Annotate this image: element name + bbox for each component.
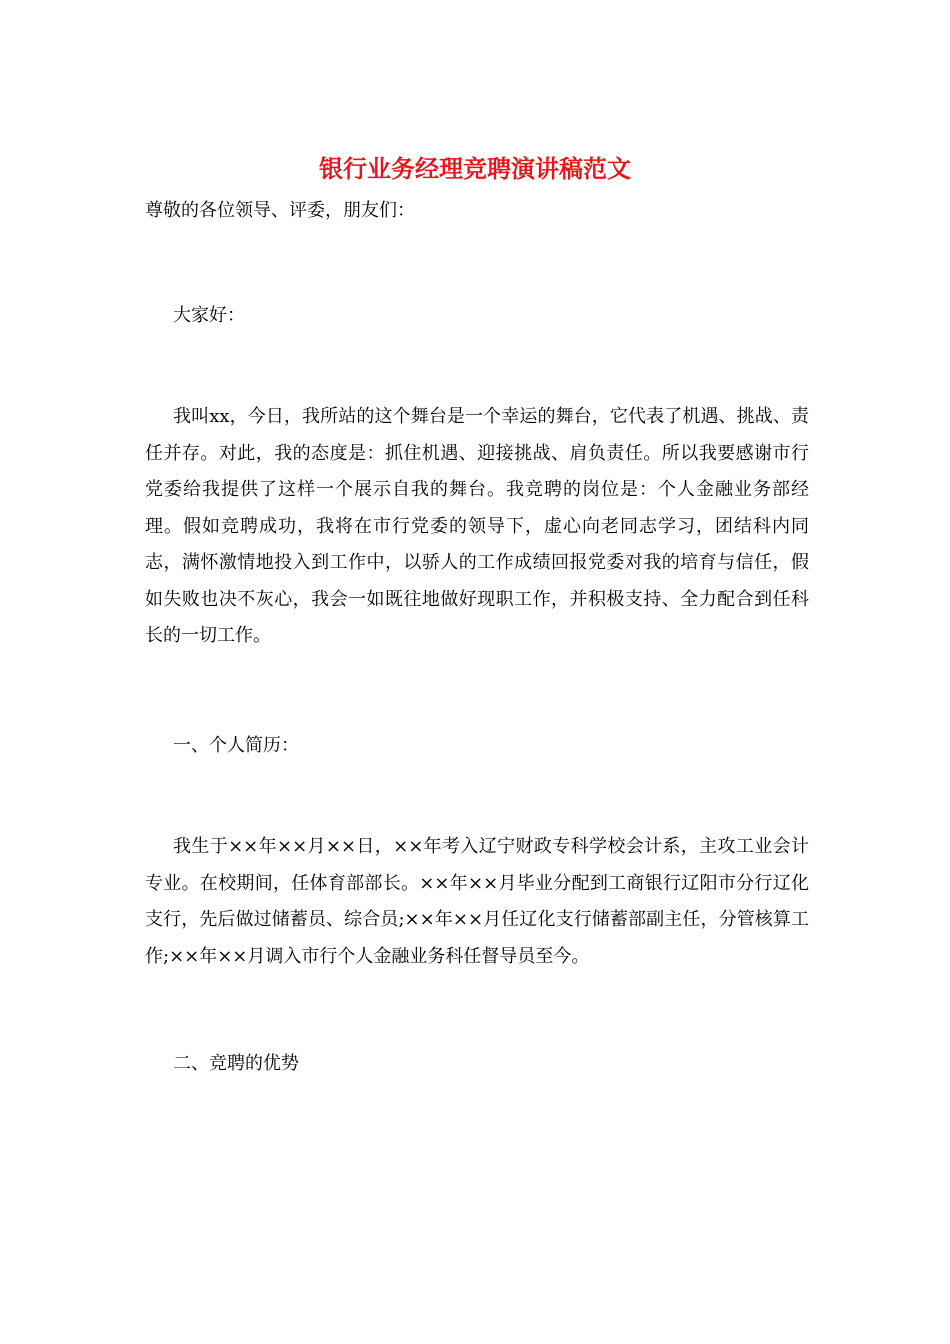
greeting-paragraph: 大家好： xyxy=(173,305,245,326)
section-heading-resume: 一、个人简历： xyxy=(173,735,299,756)
intro-paragraph: 我叫xx，今日，我所站的这个舞台是一个幸运的舞台，它代表了机遇、挑战、责任并存。对此，我的态度是：抓住机遇、迎接挑战、肩负责任。所以我要感谢市行党委给我提供了这样一个展示自我的舞台。我竞聘的岗位是：个人金融业务部经理。假如竞聘成功，我将在市行党委的领导下，虚心向老同志学习，团结科内同志，满怀激情地投入到工作中，以骄人的工作成绩回报党委对我的培育与信任，假如失败也决不灰心，我会一如既往地做好现职工作，并积极支持、全力配合到任科长的一切工作。 xyxy=(145,406,809,646)
resume-paragraph: 我生于××年××月××日，××年考入辽宁财政专科学校会计系，主攻工业会计专业。在校期间，任体育部部长。××年××月毕业分配到工商银行辽阳市分行辽化支行，先后做过储蓄员、综合员;××年××月任辽化支行储蓄部副主任，分管核算工作;××年××月调入市行个人金融业务科任督导员至今。 xyxy=(145,836,809,967)
section-heading-advantages: 二、竞聘的优势 xyxy=(173,1053,299,1074)
document-title: 银行业务经理竞聘演讲稿范文 xyxy=(319,154,631,183)
salutation: 尊敬的各位领导、评委，朋友们： xyxy=(145,200,415,221)
